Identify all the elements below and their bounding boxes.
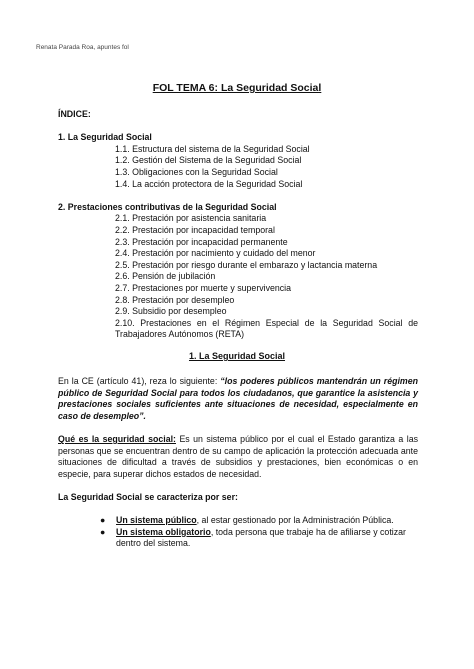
characteristics-list xyxy=(100,515,416,550)
index-item: 1.4. La acción protectora de la Seguridad Social xyxy=(115,178,303,189)
index-item: 1.3. Obligaciones con la Seguridad Social xyxy=(115,166,278,177)
paragraph-characteristics: La Seguridad Social se caracteriza por ser: xyxy=(58,492,238,502)
paragraph-definition xyxy=(58,434,418,480)
index-item: 1.2. Gestión del Sistema de la Seguridad Social xyxy=(115,155,302,166)
section-title: 1. La Seguridad Social xyxy=(188,351,286,361)
document-title: FOL TEMA 6: La Seguridad Social xyxy=(152,82,322,94)
index-section-heading: 2. Prestaciones contributivas de la Seguridad Social xyxy=(58,201,277,212)
index-label: ÍNDICE: xyxy=(58,109,91,119)
list-item-term: Un sistema público xyxy=(116,515,197,525)
index-section-items xyxy=(58,144,418,190)
index-item: 2.9. Subsidio por desempleo xyxy=(115,306,227,317)
index-item: 2.10. Prestaciones en el Régimen Especial de la Seguridad Social de Trabajadores Autónomos (RETA) xyxy=(115,317,418,340)
header-note: Renata Parada Roa, apuntes fol xyxy=(36,44,129,51)
paragraph-ce-quote: “los poderes públicos mantendrán un régimen público de Seguridad Social para todos los ciudadanos, que garantice la asistencia y prestaciones sociales suficientes ante situaciones de necesidad, especialmente en caso de desempleo”. xyxy=(58,376,419,421)
bullet-icon: ● xyxy=(100,526,106,537)
index-item: 2.6. Pensión de jubilación xyxy=(115,271,216,282)
index-item: 2.3. Prestación por incapacidad permanente xyxy=(115,236,288,247)
index-block xyxy=(58,109,418,341)
definition-text: Es un sistema público por el cual el Estado garantiza a las personas que se encuentran dentro de su campo de aplicación la protección adecuada ante situaciones de dificultad a través de subsidios y prestaciones, bien económicas o en especie, para superar dichos estados de necesidad. xyxy=(58,434,418,479)
index-item: 2.8. Prestación por desempleo xyxy=(115,294,235,305)
index-item: 2.5. Prestación por riesgo durante el embarazo y lactancia materna xyxy=(115,259,378,270)
list-item-term: Un sistema obligatorio xyxy=(116,526,211,537)
list-item xyxy=(100,515,416,527)
index-item: 2.4. Prestación por nacimiento y cuidado del menor xyxy=(115,248,316,259)
index-item: 2.7. Prestaciones por muerte y supervivencia xyxy=(115,282,292,293)
index-section-items xyxy=(58,213,418,341)
paragraph-ce xyxy=(58,376,418,422)
paragraph-ce-lead: En la CE (artículo 41), reza lo siguiente: xyxy=(58,376,221,386)
bullet-icon: ● xyxy=(100,515,106,525)
list-item xyxy=(100,527,416,550)
list-item-text: , toda persona que trabaje ha de afiliarse y cotizar dentro del sistema. xyxy=(116,526,406,549)
index-item: 1.1. Estructura del sistema de la Seguridad Social xyxy=(115,143,310,154)
list-item-text: , al estar gestionado por la Administración Pública. xyxy=(196,515,394,525)
definition-term: Qué es la seguridad social: xyxy=(58,434,176,444)
index-item: 2.1. Prestación por asistencia sanitaria xyxy=(115,213,267,224)
index-section-heading: 1. La Seguridad Social xyxy=(58,132,152,143)
index-item: 2.2. Prestación por incapacidad temporal xyxy=(115,224,275,235)
